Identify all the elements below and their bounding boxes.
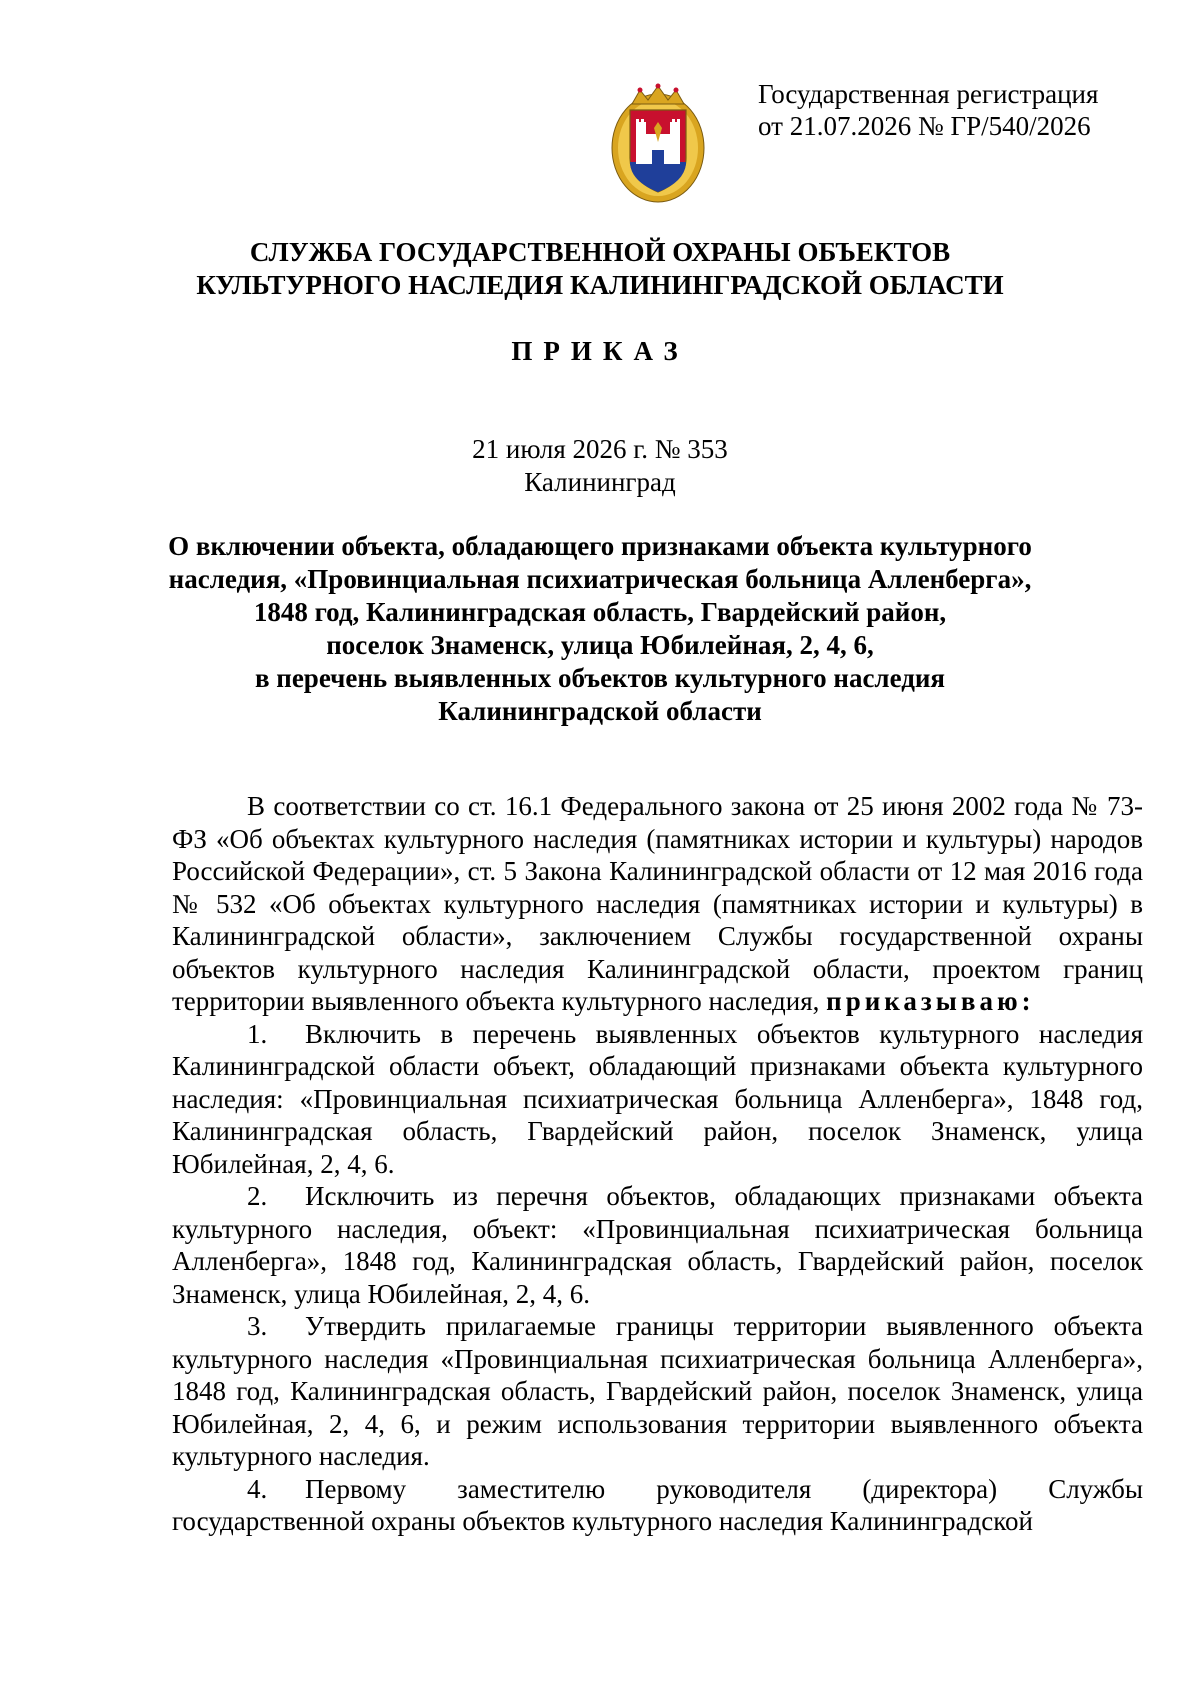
item-text: Исключить из перечня объектов, обладающих признаками объекта культурного наследия, объект: «Провинциальная психиатрическая больница Алленберга», 1848 год, Калининградская область, Гвардейский район, поселок Знаменск, улица Юбилейная, 2, 4, 6. <box>172 1181 1143 1309</box>
subject-line: наследия, «Провинциальная психиатрическая больница Алленберга», <box>168 564 1032 594</box>
preamble-paragraph <box>172 790 1143 1018</box>
registration-line-2: от 21.07.2026 № ГР/540/2026 <box>758 111 1091 141</box>
registration-block <box>758 78 1098 142</box>
order-date-block <box>0 433 1200 499</box>
item-number: 1. <box>247 1018 268 1049</box>
item-number: 3. <box>247 1311 268 1341</box>
decree-word: приказываю: <box>826 986 1035 1016</box>
organization-title-line-1: СЛУЖБА ГОСУДАРСТВЕННОЙ ОХРАНЫ ОБЪЕКТОВ <box>249 237 951 267</box>
item-number: 2. <box>247 1181 268 1211</box>
order-item <box>172 1310 1143 1473</box>
registration-line-1: Государственная регистрация <box>758 79 1099 109</box>
kaliningrad-region-coat-of-arms-icon <box>610 82 706 204</box>
order-body <box>172 790 1143 1538</box>
order-item <box>172 1180 1143 1310</box>
order-item <box>172 1018 1143 1181</box>
item-text: Включить в перечень выявленных объектов культурного наследия Калининградской области объект, обладающий признаками объекта культурного наследия: «Провинциальная психиатрическая больница Алленберга», 1848 год, Калининградская область, Гвардейский район, поселок Знаменск, улица Юбилейная, 2, 4, 6. <box>172 1018 1143 1179</box>
preamble-text: В соответствии со ст. 16.1 Федерального закона от 25 июня 2002 года № 73-ФЗ «Об объектах культурного наследия (памятниках истории и культуры) народов Российской Федерации», ст. 5 Закона Калининградской области от 12 мая 2016 года № 532 «Об объектах культурного наследия (памятниках истории и культуры) в Калининградской области», заключением Службы государственной охраны объектов культурного наследия Калининградской области, проектом границ территории выявленного объекта культурного наследия, <box>172 791 1143 1016</box>
order-date-number: 21 июля 2026 г. № 353 <box>472 434 728 464</box>
order-subject <box>0 530 1200 728</box>
item-text: Утвердить прилагаемые границы территории выявленного объекта культурного наследия «Провинциальная психиатрическая больница Алленберга», 1848 год, Калининградская область, Гвардейский район, поселок Знаменск, улица Юбилейная, 2, 4, 6, и режим использования территории выявленного объекта культурного наследия. <box>172 1311 1143 1471</box>
item-number: 4. <box>247 1473 268 1504</box>
subject-line: в перечень выявленных объектов культурного наследия <box>254 663 946 693</box>
order-item <box>172 1473 1143 1538</box>
item-text: Первому заместителю руководителя (директора) Службы государственной охраны объектов культурного наследия Калининградской <box>172 1473 1143 1536</box>
subject-line: поселок Знаменск, улица Юбилейная, 2, 4, 6, <box>326 630 874 660</box>
subject-line: О включении объекта, обладающего признаками объекта культурного <box>168 531 1032 561</box>
organization-title-line-2: КУЛЬТУРНОГО НАСЛЕДИЯ КАЛИНИНГРАДСКОЙ ОБЛАСТИ <box>196 270 1004 300</box>
document-type-heading: ПРИКАЗ <box>511 336 689 366</box>
order-city: Калининград <box>524 467 676 497</box>
subject-line: Калининградской области <box>438 696 762 726</box>
subject-line: 1848 год, Калининградская область, Гвардейский район, <box>253 597 947 627</box>
organization-title <box>0 236 1200 302</box>
